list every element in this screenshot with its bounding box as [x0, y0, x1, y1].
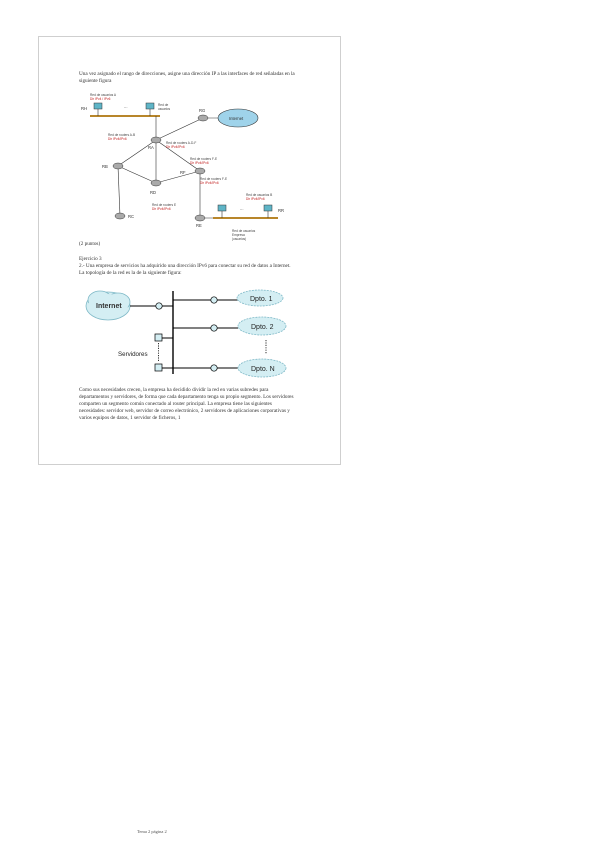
- network-links: [118, 116, 278, 218]
- router-icon: [156, 303, 162, 309]
- svg-text:Red de usuarios B: Red de usuarios B: [246, 193, 273, 197]
- svg-text:usuarios: usuarios: [158, 107, 171, 111]
- svg-text:Dir IPv4/IPv6: Dir IPv4/IPv6: [108, 137, 127, 141]
- svg-text:Dir IPv4/IPv6: Dir IPv4/IPv6: [152, 207, 171, 211]
- rr-label: RR: [278, 208, 285, 213]
- re-label: RE: [196, 223, 202, 228]
- dots-label: ...: [124, 104, 128, 109]
- exercise-paragraph: 2.- Una empresa de servicios ha adquirido una dirección IPv6 para conectar su red de datos a Internet. La topología de la red es la de la siguiente figura:: [79, 263, 291, 276]
- body-paragraph: Como sus necesidades crecen, la empresa ha decidido dividir la red en varias subredes para departamentos y servidores, de forma que cada departamento tenga su propio segmento. Los servidores comparten un segmento común conectado al router principal. La empresa tiene las siguientes necesidades: servidor web, servidor de correo electrónico, 2 servidores de aplicaciones corporativas y varios equipos de datos, 1 servidor de ficheros, 1: [79, 387, 294, 421]
- svg-text:Dir IPv4/IPv6: Dir IPv4/IPv6: [166, 145, 185, 149]
- svg-text:Red de routers A-B: Red de routers A-B: [108, 133, 136, 137]
- servers-label: Servidores: [118, 351, 148, 358]
- svg-text:Red de routers E: Red de routers E: [152, 203, 177, 207]
- svg-text:Red de routers A-D-F: Red de routers A-D-F: [166, 141, 197, 145]
- internet-label: Internet: [229, 116, 244, 121]
- router-icon: [195, 168, 205, 174]
- router-icon: [198, 115, 208, 121]
- svg-text:Red de: Red de: [158, 103, 169, 107]
- svg-text:Red de routers F-E: Red de routers F-E: [200, 177, 228, 181]
- pc-icon: [146, 103, 154, 116]
- rb-label: RB: [102, 164, 108, 169]
- svg-text:(usuarios): (usuarios): [232, 237, 247, 241]
- svg-text:Red de routers F-E: Red de routers F-E: [190, 157, 218, 161]
- intro-paragraph: Una vez asignado el rango de direcciones, asigne una dirección IP a las interfaces de red señaladas en la siguiente figura: [79, 71, 295, 84]
- page-footer: Tema 2 página 2: [137, 829, 167, 834]
- dept2-label: Dpto. 2: [251, 324, 274, 331]
- router-icon: [195, 215, 205, 221]
- enterprise-network-diagram: [78, 282, 300, 384]
- router-icon: [151, 137, 161, 143]
- dots-label: ...: [240, 206, 244, 211]
- router-icon: [211, 297, 217, 303]
- deptn-label: Dpto. N: [251, 366, 275, 373]
- svg-text:Dir IPv4/IPv6: Dir IPv4/IPv6: [190, 161, 209, 165]
- svg-text:Empresa: Empresa: [232, 233, 245, 237]
- pc-icon: [94, 103, 102, 116]
- internet-cloud: [218, 109, 258, 127]
- router-icon: [211, 365, 217, 371]
- rf-label: RF: [180, 170, 186, 175]
- points-label: (2 puntos): [79, 241, 101, 247]
- svg-text:Dir IPv4/IPv6: Dir IPv4/IPv6: [246, 197, 265, 201]
- department-cloud-n: [238, 359, 286, 377]
- pc-icon: [264, 205, 272, 218]
- router-icon: [151, 180, 161, 186]
- svg-text:Red de usuarios: Red de usuarios: [232, 229, 256, 233]
- rd-label: RD: [150, 190, 157, 195]
- dept1-label: Dpto. 1: [250, 296, 273, 303]
- svg-text:Dir IPv4/IPv6: Dir IPv4/IPv6: [200, 181, 219, 185]
- server-icon: [155, 334, 162, 341]
- rg-label: RG: [199, 108, 206, 113]
- internet-label: Internet: [96, 303, 122, 310]
- svg-text:Dir IPv4 / IPv6: Dir IPv4 / IPv6: [90, 97, 111, 101]
- router-icon: [113, 163, 123, 169]
- pc-icon: [218, 205, 226, 218]
- network-topology-diagram: [78, 88, 300, 246]
- rh-label: RH: [81, 106, 88, 111]
- department-cloud-2: [238, 317, 286, 335]
- server-icon: [155, 364, 162, 371]
- internet-cloud: [86, 291, 130, 320]
- department-cloud-1: [237, 290, 283, 306]
- rc-label: RC: [128, 214, 135, 219]
- svg-text:Red de usuarios A: Red de usuarios A: [90, 93, 117, 97]
- ra-label: RA: [148, 145, 154, 150]
- router-icon: [211, 325, 217, 331]
- router-icon: [115, 213, 125, 219]
- exercise-label: Ejercicio 3: [79, 256, 102, 262]
